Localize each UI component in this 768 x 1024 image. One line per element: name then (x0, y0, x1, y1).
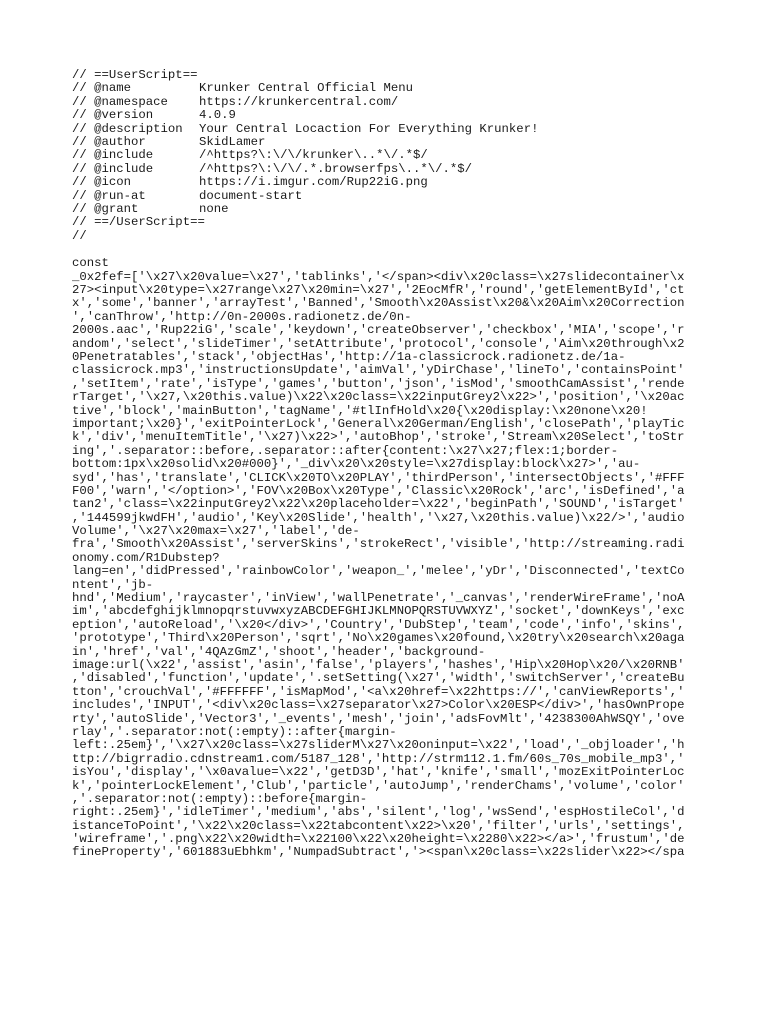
code-line: hnd','Medium','raycaster','inView','wallPenetrate','_canvas','renderWireFrame','noA (72, 592, 685, 606)
blank-line (72, 243, 708, 257)
code-line: 27><input\x20type=\x27range\x27\x20min=\x27','2EocMfR','round','getElementById','ct (72, 284, 685, 298)
metadata-key: // @namespace (72, 94, 168, 109)
metadata-key: // @include (72, 161, 154, 176)
metadata-value: https://krunkercentral.com/ (199, 94, 399, 109)
metadata-key: // @run-at (72, 188, 146, 203)
metadata-key: // @name (72, 81, 132, 96)
code-line: 'prototype','Third\x20Person','sqrt','No\x20games\x20found,\x20try\x20search\x20aga (72, 632, 685, 646)
code-line: image:url(\x22','assist','asin','false','players','hashes','Hip\x20Hop\x20/\x20RNB' (72, 659, 685, 672)
code-line: tton','crouchVal','#FFFFFF','isMapMod','<a\x20href=\x22https://','canViewReports',' (72, 685, 685, 699)
code-line: syd','has','translate','CLICK\x20TO\x20PLAY','thirdPerson','intersectObjects','#FFF (72, 471, 685, 485)
code-line: 'wireframe','.png\x22\x20width=\x22100\x22\x20height=\x2280\x22></a>','frustum','de (72, 833, 685, 847)
code-line: ntent','jb- (72, 578, 154, 592)
metadata-line (72, 163, 708, 176)
metadata-key: // @description (72, 121, 183, 136)
code-line: isYou','display','\x0avalue=\x22','getD3D','hat','knife','small','mozExitPointerLoc (72, 766, 685, 780)
code-body (72, 257, 700, 860)
userscript-close-tag: // ==/UserScript== (72, 215, 205, 230)
code-line: important;\x20}','exitPointerLock','General\x20German/English','closePath','playTic (72, 417, 685, 431)
code-line: rlay','.separator:not(:empty)::after{margin- (72, 725, 397, 739)
code-line: const (72, 257, 109, 271)
code-line: in','href','val','4QAzGmZ','shoot','header','background- (72, 645, 486, 659)
metadata-line (72, 176, 708, 189)
userscript-header (72, 69, 708, 243)
metadata-key: // @version (72, 108, 154, 123)
metadata-line (72, 190, 708, 203)
metadata-value: 4.0.9 (199, 108, 236, 123)
code-line: 2000s.aac','Rup22iG','scale','keydown','createObserver','checkbox','MIA','scope','r (72, 324, 685, 338)
code-line: left:.25em}','\x27\x20class=\x27sliderM\x27\x20oninput=\x22','load','_objloader','h (72, 739, 685, 753)
metadata-line (72, 96, 708, 109)
code-line: F00','warn','</option>','FOV\x20Box\x20Type','Classic\x20Rock','arc','isDefined','a (72, 484, 685, 498)
code-line: 0Penetratables','stack','objectHas','http://1a-classicrock.radionetz.de/1a- (72, 351, 626, 365)
code-line: bottom:1px\x20solid\x20#000}','_div\x20\x20style=\x27display:block\x27>','au- (72, 458, 641, 472)
code-line: istanceToPoint','\x22\x20class=\x22tabcontent\x22>\x20','filter','urls','settings', (72, 819, 685, 833)
metadata-line (72, 203, 708, 216)
metadata-value: https://i.imgur.com/Rup22iG.png (199, 175, 428, 190)
code-line: right:.25em}','idleTimer','medium','abs','silent','log','wsSend','espHostileCol','d (72, 806, 685, 820)
code-line: ,'144599jkwdFH','audio','Key\x20Slide','health','\x27,\x20this.value)\x22/>','audio (72, 511, 685, 525)
userscript-open-tag: // ==UserScript== (72, 68, 198, 82)
code-line: andom','select','slideTimer','setAttribute','protocol','console','Aim\x20through\x2 (72, 337, 685, 351)
metadata-line (72, 136, 708, 149)
userscript-metadata (72, 82, 708, 216)
code-line: ','canThrow','http://0n-2000s.radionetz.de/0n- (72, 310, 412, 324)
metadata-key: // @grant (72, 202, 139, 217)
code-line: x','some','banner','arrayTest','Banned','Smooth\x20Assist\x20&\x20Aim\x20Correction (72, 297, 685, 311)
metadata-value: /^https?\:\/\/krunker\..*\/.*$/ (199, 148, 428, 163)
code-line: im','abcdefghijklmnopqrstuvwxyzABCDEFGHIJKLMNOPQRSTUVWXYZ','socket','downKeys','exc (72, 605, 685, 619)
trailing-comment: // (72, 228, 87, 243)
code-line: ing','.separator::before,.separator::after{content:\x27\x27;flex:1;border- (72, 444, 619, 458)
code-line: tan2','class=\x22inputGrey2\x22\x20placeholder=\x22','beginPath','SOUND','isTarget' (72, 498, 685, 512)
metadata-line (72, 82, 708, 95)
metadata-line (72, 109, 708, 122)
code-line: k','pointerLockElement','Club','particle','autoJump','renderChams','volume','color' (72, 779, 685, 793)
code-line: fineProperty','601883uEbhkm','NumpadSubtract','><span\x20class=\x22slider\x22></spa (72, 846, 685, 860)
metadata-line (72, 149, 708, 162)
metadata-value: Krunker Central Official Menu (199, 81, 414, 96)
code-line: tive','block','mainButton','tagName','#tlInfHold\x20{\x20display:\x20none\x20! (72, 404, 648, 418)
code-line: classicrock.mp3','instructionsUpdate','aimVal','yDirChase','lineTo','containsPoint' (72, 364, 685, 378)
metadata-value: SkidLamer (199, 135, 266, 150)
code-line: k','div','menuItemTitle','\x27)\x22>','autoBhop','stroke','Stream\x20Select','toStr (72, 431, 685, 445)
code-line: ,'.separator:not(:empty)::before{margin- (72, 792, 368, 806)
metadata-key: // @icon (72, 175, 132, 190)
metadata-key: // @author (72, 135, 146, 150)
code-line: onomy.com/R1Dubstep? (72, 551, 220, 565)
code-line: ttp://bigrradio.cdnstream1.com/5187_128','http://strm112.1.fm/60s_70s_mobile_mp3',' (72, 752, 685, 766)
metadata-value: document-start (199, 188, 303, 203)
metadata-line (72, 123, 708, 136)
code-line: fra','Smooth\x20Assist','serverSkins','strokeRect','visible','http://streaming.radi (72, 538, 685, 552)
metadata-key: // @include (72, 148, 154, 163)
code-line: includes','INPUT','<div\x20class=\x27separator\x27>Color\x20ESP</div>','hasOwnPrope (72, 699, 685, 713)
code-line: rty','autoSlide','Vector3','_events','mesh','join','adsFovMlt','4238300AhWSQY','ove (72, 712, 685, 726)
code-line: ,'setItem','rate','isType','games','button','json','isMod','smoothCamAssist','rende (72, 377, 685, 391)
code-line: _0x2fef=['\x27\x20value=\x27','tablinks','</span><div\x20class=\x27slidecontainer\x (72, 270, 685, 284)
code-line: ,'disabled','function','update','.setSetting(\x27','width','switchServer','createBu (72, 672, 685, 686)
code-line: eption','autoReload','\x20</div>','Country','DubStep','team','code','info','skins', (72, 618, 685, 632)
metadata-value: Your Central Locaction For Everything Krunker! (199, 121, 539, 136)
code-line: lang=en','didPressed','rainbowColor','weapon_','melee','yDr','Disconnected','textCo (72, 565, 685, 579)
metadata-value: none (199, 202, 229, 217)
code-line: Volume','\x27\x20max=\x27','label','de- (72, 525, 360, 539)
metadata-value: /^https?\:\/\/.*.browserfps\..*\/.*$/ (199, 161, 473, 176)
code-line: rTarget','\x27,\x20this.value)\x22\x20class=\x22inputGrey2\x22>','position','\x20ac (72, 391, 685, 405)
